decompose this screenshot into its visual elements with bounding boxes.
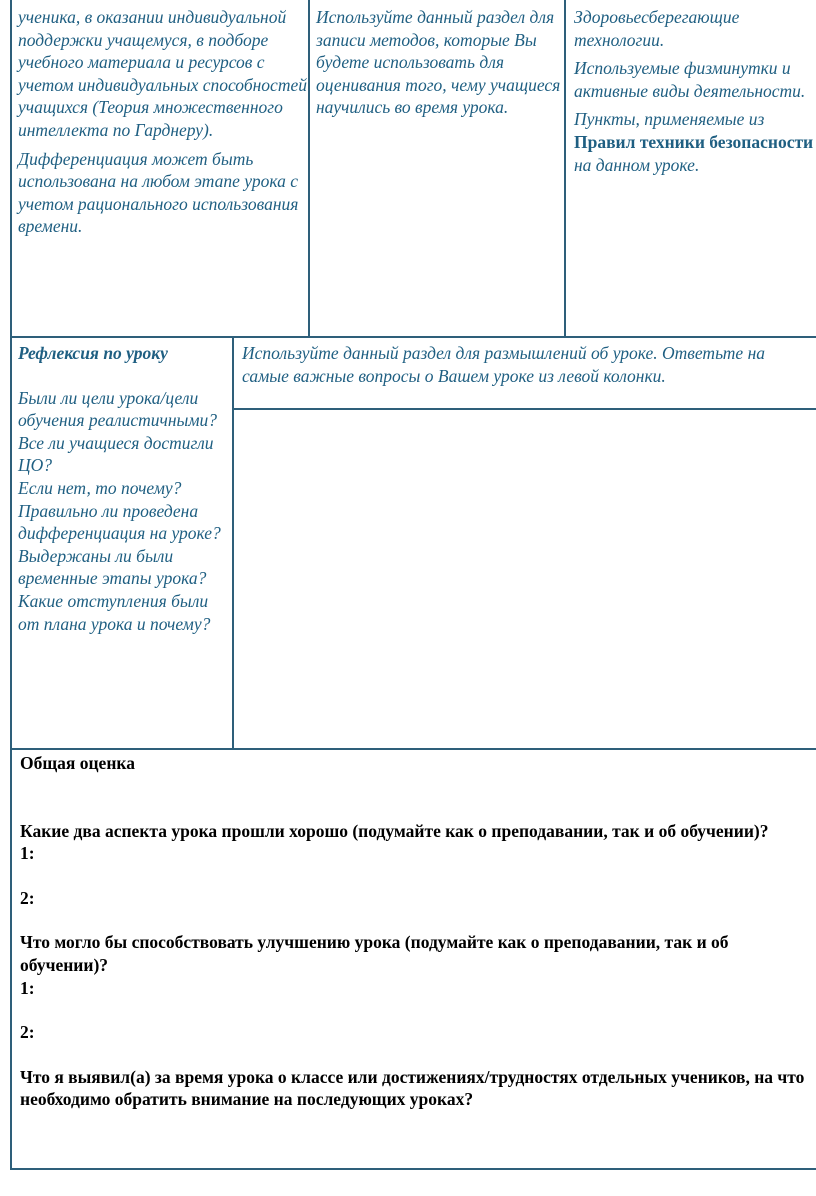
reflection-question: Правильно ли проведена дифференциация на уроке? — [18, 500, 221, 544]
column-divider — [564, 0, 566, 336]
cell-reflection-questions — [18, 342, 232, 635]
overall-assessment — [20, 752, 816, 1111]
cell-health — [574, 6, 816, 182]
safety-after: на данном уроке. — [574, 154, 700, 175]
cell-differentiation — [18, 6, 308, 244]
table-row-reflection — [12, 336, 816, 750]
lesson-plan-sheet — [10, 0, 816, 1170]
reflection-question: Были ли цели урока/цели обучения реалистичными? — [18, 387, 218, 431]
column-divider — [232, 336, 234, 748]
reflection-instruction: Используйте данный раздел для размышлений об уроке. Ответьте на самые важные вопросы о Вашем уроке из левой колонки. — [242, 343, 766, 386]
cell-reflection-instruction — [242, 342, 816, 393]
summary-question-3: Что я выявил(а) за время урока о классе или достижениях/трудностях отдельных учеников, на что необходимо обратить внимание на последующих уроках? — [20, 1066, 805, 1110]
health-activities: Используемые физминутки и активные виды деятельности. — [574, 58, 806, 101]
summary-item: 2: — [20, 1022, 35, 1043]
column-divider — [308, 0, 310, 336]
summary-title: Общая оценка — [20, 753, 135, 773]
safety-before: Пункты, применяемые из — [574, 109, 765, 130]
safety-rules-bold: Правил техники безопасности — [574, 131, 814, 152]
summary-item: 1: — [20, 977, 35, 998]
summary-item: 2: — [20, 887, 35, 908]
reflection-question: Какие отступления были от плана урока и почему? — [18, 590, 211, 634]
summary-question-2: Что могло бы способствовать улучшению урока (подумайте как о преподавании, так и об обучении)? — [20, 932, 729, 975]
reflection-title: Рефлексия по уроку — [18, 343, 168, 363]
table-row-differentiation — [12, 0, 816, 338]
assessment-text: Используйте данный раздел для записи методов, которые Вы будете использовать для оценивания того, чему учащиеся научились во время урока. — [316, 7, 561, 118]
reflection-question: Выдержаны ли были временные этапы урока? — [18, 545, 207, 589]
reflection-question: Все ли учащиеся достигли ЦО? — [18, 432, 214, 476]
summary-item: 1: — [20, 843, 35, 864]
row-divider — [234, 408, 816, 410]
safety-rules-text — [574, 108, 816, 176]
reflection-question: Если нет, то почему? — [18, 477, 182, 498]
differentiation-text: ученика, в оказании индивидуальной поддержки учащемуся, в подборе учебного материала и ресурсов с учетом индивидуальных способностей учащихся (Теория множественного интеллекта по Гарднеру). — [18, 7, 307, 140]
cell-assessment — [316, 6, 566, 125]
summary-question-1: Какие два аспекта урока прошли хорошо (подумайте как о преподавании, так и об обучении)? — [20, 820, 769, 841]
health-title: Здоровьесберегающие технологии. — [574, 7, 740, 50]
differentiation-note: Дифференциация может быть использована на любом этапе урока с учетом рационального использования времени. — [18, 148, 299, 237]
